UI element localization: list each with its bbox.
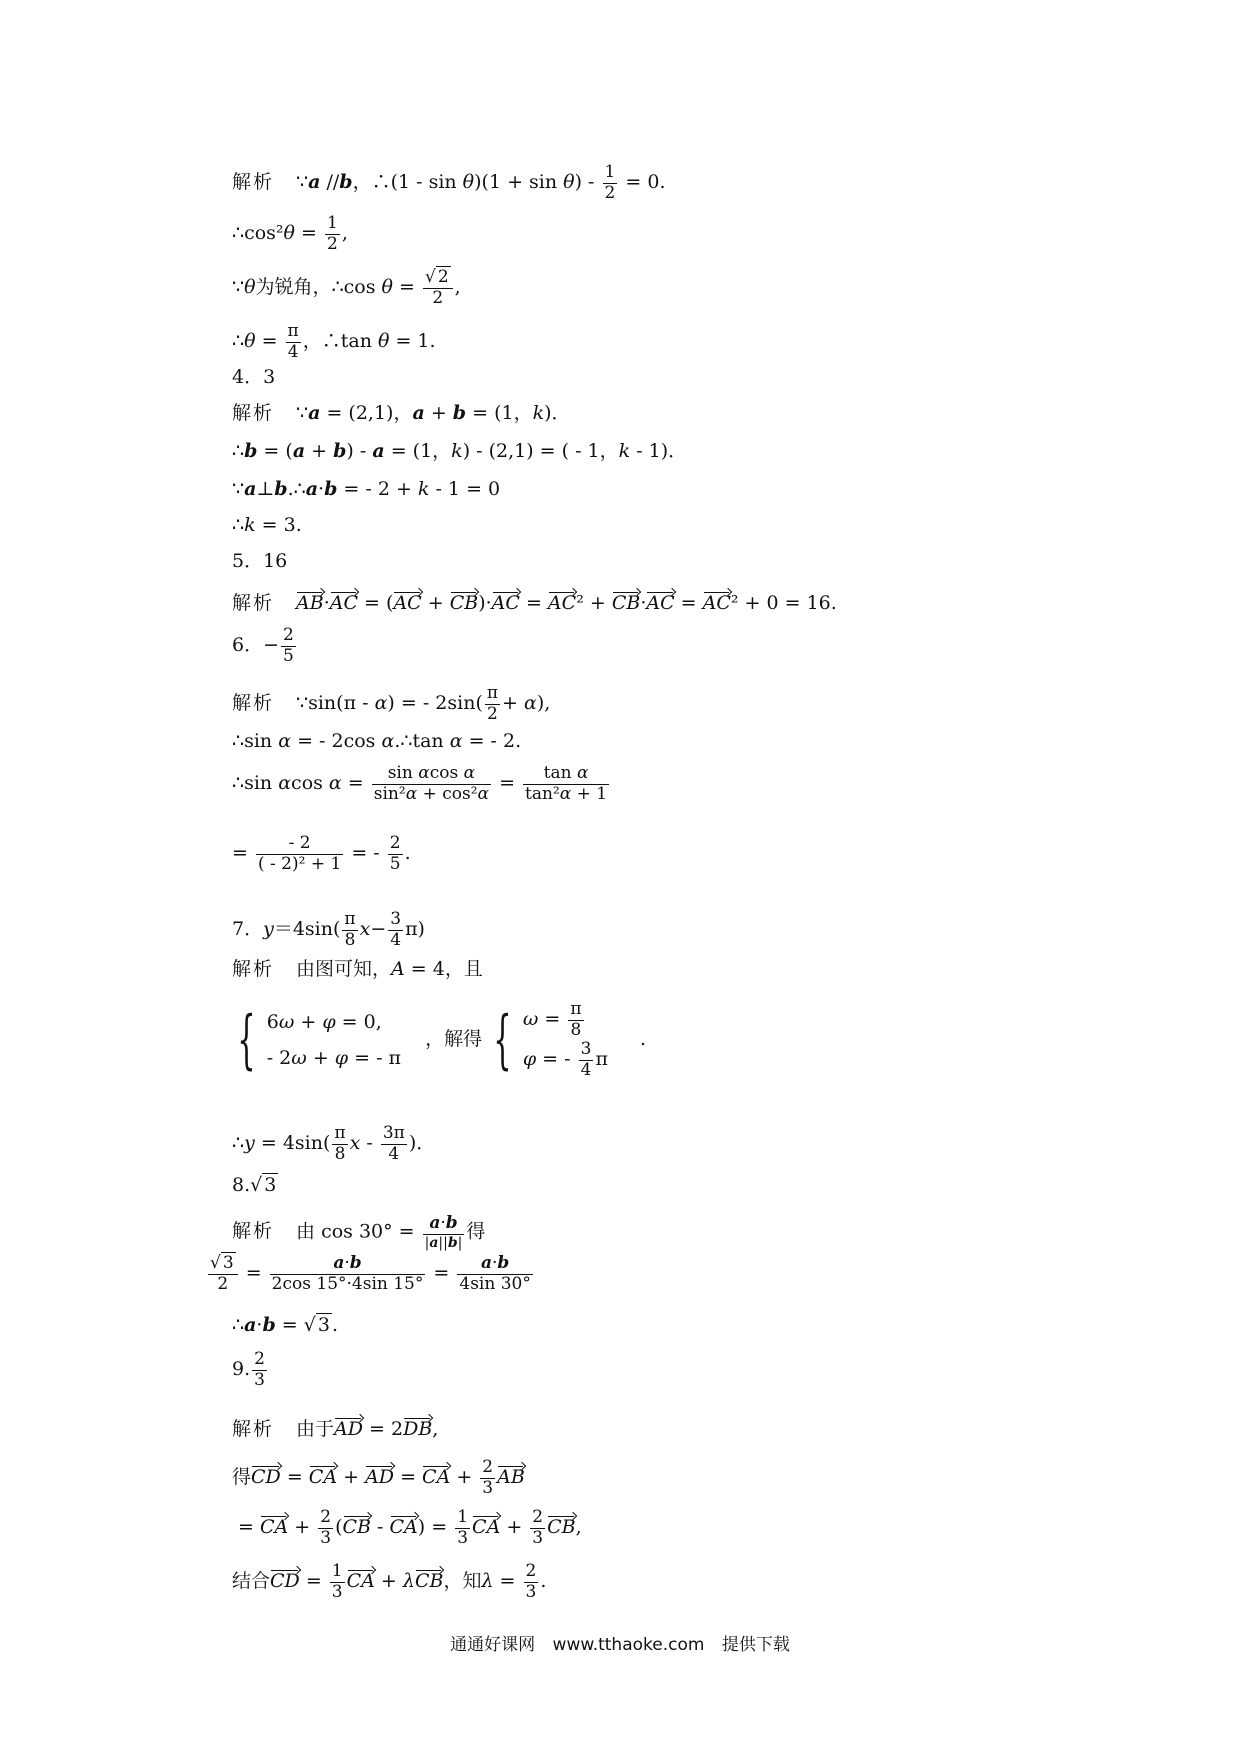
solution-8-line-1: 解析 由 cos 30° = $\frac{a\cdot b}{|a||b|}$ 得 xyxy=(232,1213,486,1251)
solution-7-system: { 6ω + φ = 0, - 2ω + φ = - π ，解得 { ω = $\frac{\pi}{8}$ φ = - $\frac{3}{4}$ π . xyxy=(237,999,647,1080)
solution-6-line-3: ∴sin αcos α = $\frac{\text{sin αcos α}}{\text{sin²α + cos²α}}$ = $\frac{\text{tan α}}{\text{tan²α + 1}}$ xyxy=(232,763,608,804)
jiexi-label: 解析 xyxy=(232,1418,275,1440)
solution-4-line-2: ∴b = (a + b) - a = (1，k) - (2,1) = ( - 1，k - 1)． xyxy=(232,440,688,462)
solution-4-line-1: 解析 ∵a = (2,1)，a + b = (1，k)． xyxy=(232,402,571,424)
solution-4-line-3: ∵a⊥b.∴a·b = - 2 + k - 1 = 0 xyxy=(232,478,501,500)
footer-url[interactable]: www.tthaoke.com xyxy=(552,1635,705,1655)
page-footer xyxy=(0,1630,1240,1655)
solution-3-line-1: 解析 ∵a //b，∴(1 - sin θ)(1 + sin θ) - $\frac{1}{2}$ = 0. xyxy=(232,162,666,203)
weiruijiao-label: 为锐角， xyxy=(255,276,332,299)
solution-6-line-4: = $\frac{- 2}{\text{( - 2)² + 1}}$ = - $\frac{2}{5}$ . xyxy=(232,833,411,874)
answer-6: 6．− $\frac{2}{5}$ xyxy=(232,625,294,666)
jiexi-label: 解析 xyxy=(232,958,275,980)
solution-6-line-2: ∴sin α = - 2cos α.∴tan α = - 2. xyxy=(232,730,522,752)
answer-7: 7．y＝4sin( $\frac{\pi}{8}$ x− $\frac{3}{4}$ π) xyxy=(232,909,425,950)
solution-3-line-3: ∵θ为锐角，∴cos θ = $\frac{√ 2}{2}$ , xyxy=(232,267,461,308)
footer-site-name: 通通好课网 xyxy=(450,1635,536,1655)
jiexi-label: 解析 xyxy=(232,692,275,715)
jiexi-label: 解析 xyxy=(232,402,275,424)
answer-8: 8.√ 3 xyxy=(232,1174,277,1196)
solution-9-line-2: 得CD = CA + AD = CA + $\frac{2}{3}$ AB xyxy=(232,1457,525,1498)
solution-4-line-4: ∴k = 3. xyxy=(232,514,302,536)
solution-5-line-1: 解析 AB·AC = (AC + CB)·AC = AC² + CB·AC = AC² + 0 = 16. xyxy=(232,592,837,614)
jiexi-label: 解析 xyxy=(232,592,275,614)
jiexi-label: 解析 xyxy=(232,1220,275,1243)
answer-5: 5．16 xyxy=(232,550,288,572)
solution-9-line-4: 结合CD = $\frac{1}{3}$ CA + λCB，知λ = $\frac{2}{3}$ . xyxy=(232,1561,547,1602)
solution-6-line-1: 解析 ∵sin(π - α) = - 2sin( $\frac{\pi}{2}$ + α), xyxy=(232,683,551,724)
solution-8-line-3: ∴a·b = √ 3 . xyxy=(232,1314,338,1336)
solution-9-line-3: = CA + $\frac{2}{3}$ (CB - CA) = $\frac{1}{3}$ CA + $\frac{2}{3}$ CB, xyxy=(232,1507,582,1548)
solution-3-line-2: ∴cos²θ = $\frac{1}{2}$ , xyxy=(232,213,348,254)
jiexi-label: 解析 xyxy=(232,171,275,194)
solution-7-line-1: 解析 由图可知，A = 4，且 xyxy=(232,958,483,980)
footer-provide: 提供下载 xyxy=(721,1635,790,1655)
solution-9-line-1: 解析 由于AD = 2DB, xyxy=(232,1418,439,1440)
answer-4: 4．3 xyxy=(232,366,276,388)
solution-7-line-3: ∴y = 4sin( $\frac{\pi}{8}$ x - $\frac{3\pi}{4}$ )． xyxy=(232,1123,436,1164)
solution-3-line-4: ∴θ = $\frac{\pi}{4}$ ，∴tan θ = 1. xyxy=(232,321,436,362)
solution-8-line-2: $\frac{√ 3}{2}$ = $\frac{a\cdot b}{2\cos 15^\circ\cdot 4\sin 15^\circ}$ = $\frac{a\cdot b}{4\sin 30^\circ}$ xyxy=(210,1253,531,1294)
answer-9: 9. $\frac{2}{3}$ xyxy=(232,1349,265,1390)
